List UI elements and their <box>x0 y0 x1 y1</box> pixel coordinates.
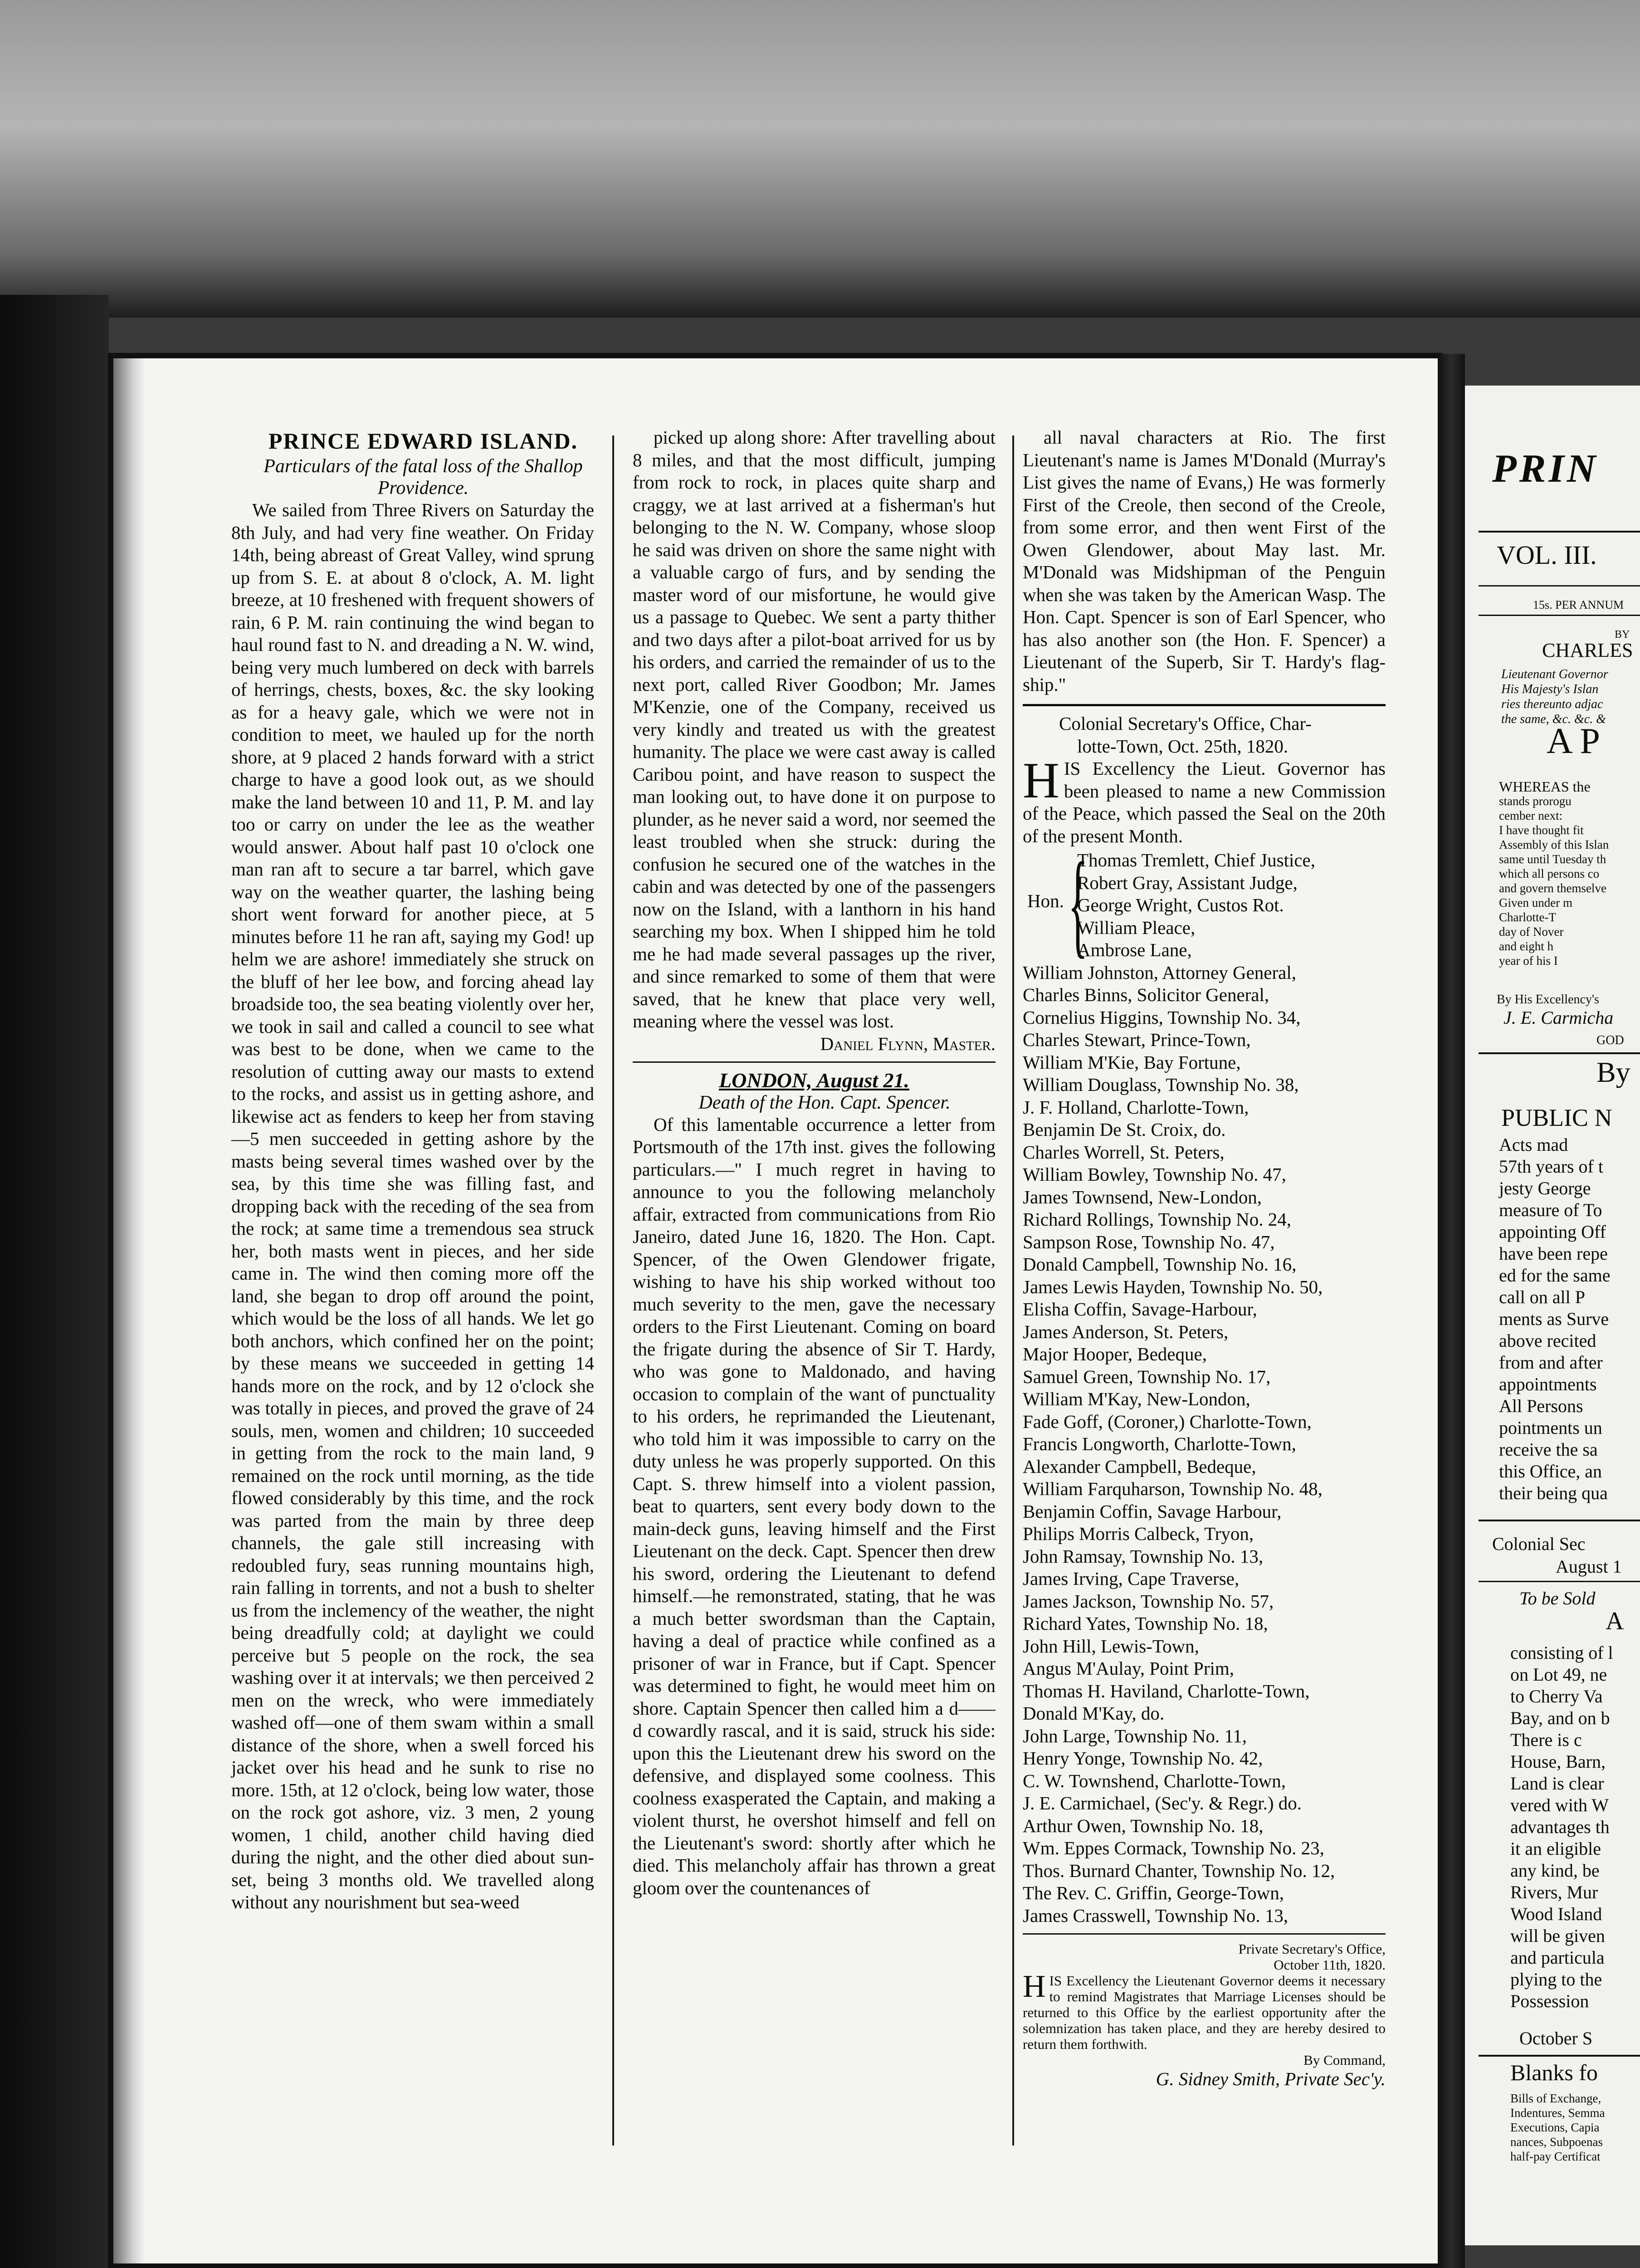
god: GOD <box>1596 1033 1624 1047</box>
list-item: Alexander Campbell, Bedeque, <box>1023 1456 1256 1477</box>
by-label: BY <box>1615 629 1630 640</box>
text-line: will be given <box>1510 1926 1605 1946</box>
text-line: Possession <box>1510 1991 1589 2011</box>
list-item: J. F. Holland, Charlotte-Town, <box>1023 1096 1249 1118</box>
blanks: Blanks fo <box>1510 2060 1598 2085</box>
list-item: John Hill, Lewis-Town, <box>1023 1635 1199 1657</box>
text-line: stands prorogu <box>1499 794 1572 808</box>
notice-text: IS Excellency the Lieutenant Governor deems it necessary to remind Magistrates that Marriage Licenses should be returned to this Office by the earliest opportunity after the solemnization has taken place, and they are hereby desired to return them forthwith. <box>1023 1973 1386 2052</box>
list-item: Donald M'Kay, do. <box>1023 1703 1165 1724</box>
list-item: William Douglass, Township No. 38, <box>1023 1074 1299 1095</box>
list-item: Thomas Tremlett, Chief Justice, <box>1077 850 1315 870</box>
list-item: Benjamin De St. Croix, do. <box>1023 1119 1226 1140</box>
text-line: appointments <box>1499 1374 1597 1394</box>
article-heading-line-2: Providence. <box>377 478 469 499</box>
text-line: 57th years of t <box>1499 1156 1603 1177</box>
list-item: Angus M'Aulay, Point Prim, <box>1023 1658 1235 1679</box>
text-line: have been repe <box>1499 1243 1608 1264</box>
text-line: and particula <box>1510 1947 1605 1968</box>
by-heading: By <box>1596 1056 1630 1088</box>
blank-lines <box>1510 2091 1605 2164</box>
column-1 <box>231 426 594 1914</box>
article-heading-line-1: Particulars of the fatal loss of the Shallop <box>264 456 583 477</box>
list-item: Cornelius Higgins, Township No. 34, <box>1023 1007 1301 1028</box>
office-line-1: Colonial Secretary's Office, Char- <box>1059 713 1312 734</box>
book-gutter <box>1438 354 1465 2268</box>
charles: CHARLES <box>1542 639 1633 661</box>
text-line: on Lot 49, ne <box>1510 1664 1607 1685</box>
text-line: consisting of l <box>1510 1642 1613 1663</box>
column-3 <box>1023 426 1386 2091</box>
list-item: Samuel Green, Township No. 17, <box>1023 1366 1271 1387</box>
text-line: appointing Off <box>1499 1222 1606 1242</box>
text-line: receive the sa <box>1499 1439 1598 1460</box>
list-item: James Anderson, St. Peters, <box>1023 1321 1229 1342</box>
text-line: this Office, an <box>1499 1461 1602 1481</box>
notice-text: IS Excellency the Lieut. Governor has been pleased to name a new Commission of the Peace, which passed the Seal on the 20th of the present Month. <box>1023 758 1386 846</box>
text-line: the same, &c. &c. & <box>1501 712 1606 726</box>
list-item: J. E. Carmichael, (Sec'y. & Regr.) do. <box>1023 1793 1302 1813</box>
list-item: Charles Worrell, St. Peters, <box>1023 1141 1225 1163</box>
list-item: James Crasswell, Township No. 13, <box>1023 1905 1289 1926</box>
to-be-sold: To be Sold <box>1519 1588 1596 1608</box>
text-line: Executions, Capia <box>1510 2121 1600 2134</box>
text-line: year of his I <box>1499 954 1558 968</box>
text-line: day of Nover <box>1499 925 1564 938</box>
text-line: His Majesty's Islan <box>1501 682 1599 696</box>
list-item: William M'Kie, Bay Fortune, <box>1023 1051 1241 1073</box>
text-line: Bills of Exchange, <box>1510 2092 1601 2105</box>
colonial-sec: Colonial Sec <box>1492 1534 1586 1554</box>
page-shadow <box>0 295 109 2268</box>
list-item: William Farquharson, Township No. 48, <box>1023 1478 1323 1499</box>
notice-body <box>1023 1969 1386 2052</box>
office-line-2: lotte-Town, Oct. 25th, 1820. <box>1077 735 1289 757</box>
list-item: William M'Kay, New-London, <box>1023 1388 1250 1409</box>
drop-cap: H <box>1023 753 1059 809</box>
august: August 1 <box>1556 1556 1622 1577</box>
text-line: it an eligible <box>1510 1838 1601 1859</box>
facing-page <box>1465 386 1640 2245</box>
text-line: nances, Subpoenas <box>1510 2135 1603 2149</box>
list-item: James Townsend, New-London, <box>1023 1186 1262 1207</box>
list-item: Richard Rollings, Township No. 24, <box>1023 1209 1292 1230</box>
proclamation-heading: A P <box>1547 721 1600 761</box>
list-item: Sampson Rose, Township No. 47, <box>1023 1231 1275 1252</box>
list-item: Charles Binns, Solicitor General, <box>1023 984 1269 1005</box>
list-item: Arthur Owen, Township No. 18, <box>1023 1815 1264 1836</box>
text-line: All Persons <box>1499 1396 1583 1416</box>
private-secretary-notice <box>1023 1941 1386 2068</box>
divider <box>1479 1581 1640 1582</box>
text-line: advantages th <box>1510 1817 1610 1837</box>
article-body-continued: picked up along shore: After travelling about 8 miles, and that the most difficult, jumping from rock to rock, in places quite sharp and craggy, we at last arrived at a fisherman's hut belonging to the N. W. Company, whose sloop he said was driven on shore the same night with a valuable cargo of furs, and by sending the master word of our misfortune, he would give us a passage to Quebec. We sent a party thither and two days after a pilot-boat arrived for us by his orders, and carried the remainder of us to the next port, called River Goodbon; Mr. James M'Kenzie, one of the Company, received us very kindly and treated us with the greatest humanity. The place we were cast away is called Caribou point, and have reason to suspect the man looking out, to have done it on purpose to plunder, as he never said a word, nor seemed the least troubled when she struck: during the confusion he secured one of the watches in the cabin and was detected by one of the passengers now on the Island, with a lanthorn in his hand searching my box. When I shipped him he told me he had made several passages up the river, and since remarked to some of them that were saved, that he knew that place very well, meaning where the vessel was lost. <box>633 427 996 1031</box>
article-heading: Death of the Hon. Capt. Spencer. <box>698 1092 951 1113</box>
list-item: C. W. Townshend, Charlotte-Town, <box>1023 1770 1286 1791</box>
volume: VOL. III. <box>1497 540 1597 570</box>
text-line: and govern themselve <box>1499 881 1606 895</box>
text-line: Wood Island <box>1510 1904 1602 1924</box>
text-line: and eight h <box>1499 939 1553 953</box>
list-item: George Wright, Custos Rot. <box>1077 894 1284 915</box>
text-line: Charlotte-T <box>1499 910 1556 924</box>
text-line: There is c <box>1510 1730 1582 1750</box>
text-line: ed for the same <box>1499 1265 1611 1286</box>
hon-names <box>1077 849 1386 962</box>
justices-list <box>1023 962 1386 1927</box>
drop-cap: H <box>1023 1969 1046 2004</box>
list-item: James Lewis Hayden, Township No. 50, <box>1023 1276 1323 1297</box>
list-item: Francis Longworth, Charlotte-Town, <box>1023 1433 1296 1454</box>
honourable-list <box>1023 838 1386 969</box>
text-line: half-pay Certificat <box>1510 2150 1601 2163</box>
divider <box>1479 585 1640 587</box>
text-line: ries thereunto adjac <box>1501 697 1603 711</box>
text-line: Assembly of this Islan <box>1499 838 1609 851</box>
list-item: Elisha Coffin, Savage-Harbour, <box>1023 1299 1257 1320</box>
list-item: William Bowley, Township No. 47, <box>1023 1164 1286 1185</box>
text-line: from and after <box>1499 1352 1603 1373</box>
text-line: Bay, and on b <box>1510 1708 1610 1728</box>
list-item: Charles Stewart, Prince-Town, <box>1023 1029 1251 1050</box>
list-item: Thos. Burnard Chanter, Township No. 12, <box>1023 1860 1335 1881</box>
divider <box>1479 2055 1640 2057</box>
divider <box>1479 1052 1640 1054</box>
table-background-top <box>0 0 1640 318</box>
sale-lines <box>1510 1642 1613 2012</box>
text-line: plying to the <box>1510 1969 1602 1989</box>
divider <box>1479 1520 1640 1521</box>
list-item: Richard Yates, Township No. 18, <box>1023 1613 1268 1634</box>
carmichael: J. E. Carmicha <box>1503 1007 1614 1028</box>
hon-label: Hon. <box>1027 890 1064 911</box>
text-line: their being qua <box>1499 1483 1608 1503</box>
text-line: pointments un <box>1499 1418 1602 1438</box>
text-line: which all persons co <box>1499 867 1600 880</box>
list-item: Benjamin Coffin, Savage Harbour, <box>1023 1501 1282 1522</box>
article-body-continued: all naval characters at Rio. The first Lieutenant's name is James M'Donald (Murray's List gives the name of Evans,) He was formerly First of the Creole, then second of the Creole, from some error, and then went First of the Owen Glendower, about May last. Mr. M'Donald was Midshipman of the Penguin when she was taken by the American Wasp. The Hon. Capt. Spencer is son of Earl Spencer, who has also another son (the Hon. F. Spencer) a Lieutenant of the Superb, Sir T. Hardy's flag-ship." <box>1023 427 1386 695</box>
divider <box>1479 531 1640 533</box>
column-2 <box>633 426 996 1899</box>
text-line: vered with W <box>1510 1795 1609 1815</box>
list-item: William Pleace, <box>1077 917 1196 938</box>
article-signature: Daniel Flynn, Master. <box>820 1033 996 1054</box>
page-edge <box>113 358 145 2263</box>
text-line: to Cherry Va <box>1510 1686 1603 1706</box>
list-item: The Rev. C. Griffin, George-Town, <box>1023 1882 1284 1903</box>
list-item: John Ramsay, Township No. 13, <box>1023 1545 1264 1567</box>
text-line: any kind, be <box>1510 1860 1600 1881</box>
sale-heading: A <box>1606 1607 1624 1635</box>
text-line: Acts mad <box>1499 1134 1568 1155</box>
divider <box>1479 615 1640 616</box>
brace: { <box>1068 838 1088 969</box>
text-line: call on all P <box>1499 1287 1585 1307</box>
by-command: By Command, <box>1303 2052 1386 2068</box>
proclamation-lines <box>1499 794 1609 968</box>
price: 15s. PER ANNUM <box>1533 598 1624 611</box>
list-item: John Large, Township No. 11, <box>1023 1725 1247 1746</box>
text-line: Given under m <box>1499 896 1572 909</box>
column-rule-2 <box>1012 435 1014 2146</box>
text-line: Land is clear <box>1510 1773 1604 1794</box>
divider <box>1023 1933 1386 1935</box>
list-item: Fade Goff, (Coroner,) Charlotte-Town, <box>1023 1411 1312 1432</box>
masthead: PRIN <box>1492 447 1599 491</box>
list-item: James Irving, Cape Traverse, <box>1023 1568 1240 1589</box>
notice <box>1023 753 1386 847</box>
text-line: Lieutenant Governor <box>1501 667 1608 681</box>
list-item: Major Hooper, Bedeque, <box>1023 1344 1207 1364</box>
whereas: WHEREAS the <box>1499 778 1591 795</box>
text-line: ments as Surve <box>1499 1309 1609 1329</box>
list-item: Wm. Eppes Cormack, Township No. 23, <box>1023 1838 1324 1858</box>
text-line: same until Tuesday th <box>1499 852 1606 866</box>
public-lines <box>1499 1134 1610 1504</box>
text-line: I have thought fit <box>1499 823 1584 837</box>
text-line: House, Barn, <box>1510 1751 1606 1772</box>
dateline: LONDON, August 21. <box>718 1069 910 1092</box>
list-item: Thomas H. Haviland, Charlotte-Town, <box>1023 1680 1310 1701</box>
text-line: measure of To <box>1499 1200 1602 1220</box>
list-item: Ambrose Lane, <box>1077 939 1192 960</box>
notice-office: Private Secretary's Office, <box>1238 1941 1386 1957</box>
october: October S <box>1519 2028 1593 2048</box>
article-body: We sailed from Three Rivers on Saturday the 8th July, and had very fine weather. On Friday 14th, being abreast of Great Valley, wind sprung up from S. E. at about 8 o'clock, A. M. light breeze, at 10 freshened with frequent showers of rain, 6 P. M. rain continuing the wind began to haul round fast to N. and dreading a N. W. wind, being very much lumbered on deck with barrels of herrings, chests, boxes, &c. the sky looking as for a heavy gale, which we were not in condition to meet, we hauled up for the north shore, at 9 placed 2 hands forward with a strict charge to have a good look out, as we should make the land between 10 and 11, P. M. and lay too or carry on under the lee as the weather would answer. About half past 10 o'clock one man ran aft to secure a tar barrel, which gave way on the weather quarter, the lashing being short went forward for another piece, at 5 minutes before 11 he ran aft, saying my God! up helm we are ashore! immediately she struck on the bluff of her lee bow, and forcing ahead lay broadside too, the sea beating violently over her, we took in sail and called a council to see what was best to be done, when we came to the resolution of cutting away our masts to extend to the rocks, and assist us in getting ashore, and likewise act as fenders to keep her from staving—5 men succeeded in getting ashore by the masts being several times washed over by the sea, by this time she was filling fast, and dropping back with the receding of the sea from the rock; at same time a tremendous sea struck her, both masts went in pieces, and her side came in. The wind then coming more off the land, she began to drop off around the point, which would be the loss of all hands. We let go both anchors, which confined her on the point; by these means we succeeded in getting 14 hands more on the rock, and by 12 o'clock she was totally in pieces, and proved the grave of 24 souls, men, women and children; 10 succeeded in getting from the rock to the main land, 9 remained on the rock until morning, as the tide flowed considerably by this time, and the rock was parted from the main by three deep channels, the gale still increasing with redoubled fury, seas running mountains high, rain falling in torrents, and not a bush to shelter us from the inclemency of the weather, the night being dreadfully cold; at daylight we could perceive but 5 people on the rock, the sea washing over it at intervals; we then perceived 2 men on the wreck, who were immediately washed off—one of them swam within a small distance of the shore, when a swell forced his jacket over his head and he sunk to rise no more. 15th, at 12 o'clock, being low water, those on the rock got ashore, viz. 3 men, 2 young women, 1 child, another child having died during the night, and the other died about sun-set, being 3 months old. We travelled along without any nourishment but sea-weed <box>231 499 594 1912</box>
list-item: James Jackson, Township No. 57, <box>1023 1590 1274 1612</box>
text-line: Indentures, Semma <box>1510 2106 1605 2120</box>
article-body: Of this lamentable occurrence a letter from Portsmouth of the 17th inst. gives the following particulars.—" I much regret in having to announce to you the following melancholy affair, extracted from communications from Rio Janeiro, dated June 16, 1820. The Hon. Capt. Spencer, of the Owen Glendower frigate, wishing to have his ship worked without too much severity to the men, gave the necessary orders to the First Lieutenant. Coming on board the frigate during the absence of Sir T. Hardy, who was gone to Maldonado, and having occasion to complain of the want of punctuality to his orders, he reprimanded the Lieutenant, who told him it was impossible to carry on the duty unless he was properly supported. On this Capt. S. threw himself into a violent passion, beat to quarters, sent every body down to the main-deck guns, leaving himself and the First Lieutenant on the deck. Capt. Spencer then drew his sword, ordering the Lieutenant to defend himself.—he remonstrated, stating, that he was a much better swordsman than the Captain, having a deal of practice while confined as a prisoner of war in France, but if Capt. Spencer was determined to fight, he would meet him on shore. Captain Spencer then called him a d——d cowardly rascal, and it is said, struck his side: upon this the Lieutenant drew his sword on the defensive, and displayed some coolness. This coolness exasperated the Captain, and making a violent thurst, he overshot himself and fell on the Lieutenant's sword: shortly after which he died. This melancholy affair has thrown a great gloom over the countenances of <box>633 1114 996 1898</box>
divider <box>1023 704 1386 706</box>
column-rule-1 <box>612 435 614 2146</box>
text-line: cember next: <box>1499 809 1563 822</box>
list-item: Donald Campbell, Township No. 16, <box>1023 1254 1297 1275</box>
divider <box>633 1061 996 1063</box>
text-line: jesty George <box>1499 1178 1591 1198</box>
list-item: Robert Gray, Assistant Judge, <box>1077 872 1298 893</box>
list-item: Philips Morris Calbeck, Tryon, <box>1023 1523 1254 1544</box>
list-item: Henry Yonge, Township No. 42, <box>1023 1748 1263 1769</box>
text-line: Rivers, Mur <box>1510 1882 1598 1902</box>
section-title: PRINCE EDWARD ISLAND. <box>268 428 578 454</box>
notice-date: October 11th, 1820. <box>1274 1957 1386 1973</box>
title-lines <box>1501 667 1608 727</box>
notice-signature: G. Sidney Smith, Private Sec'y. <box>1156 2068 1386 2089</box>
public-notice: PUBLIC N <box>1501 1104 1612 1131</box>
by-excellency: By His Excellency's <box>1497 992 1599 1007</box>
list-item: William Johnston, Attorney General, <box>1023 962 1296 983</box>
text-line: above recited <box>1499 1330 1596 1351</box>
